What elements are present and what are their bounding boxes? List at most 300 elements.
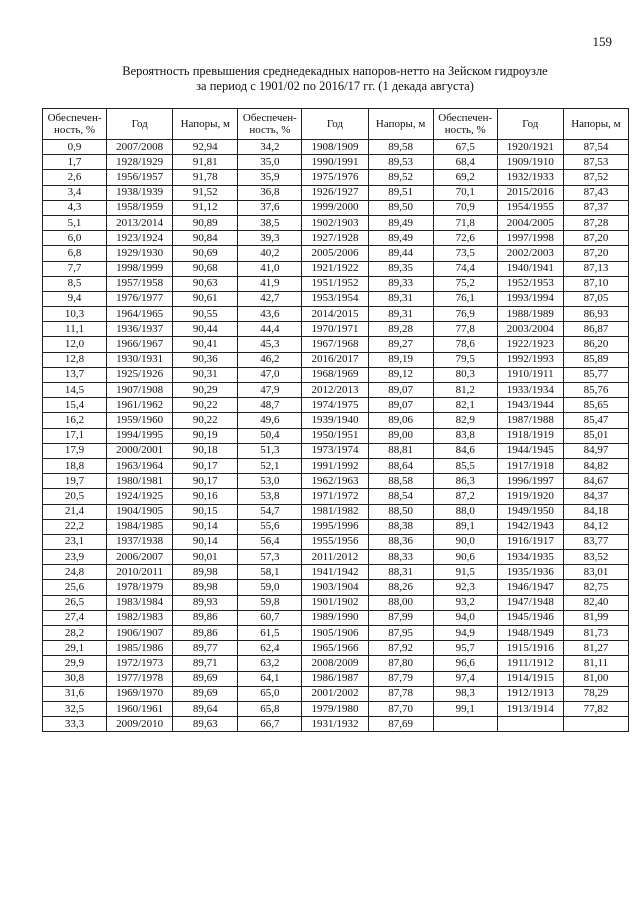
probability-cell: 90,6 [433,550,497,565]
year-cell: 1971/1972 [302,489,368,504]
head-cell: 82,40 [563,595,628,610]
year-cell: 2013/2014 [107,215,173,230]
probability-cell: 60,7 [238,610,302,625]
probability-cell: 98,3 [433,686,497,701]
head-cell: 92,94 [173,140,238,155]
head-cell: 88,81 [368,443,433,458]
probability-cell: 61,5 [238,626,302,641]
year-cell: 1941/1942 [302,565,368,580]
year-cell: 1987/1988 [497,413,563,428]
probability-cell: 0,9 [43,140,107,155]
head-cell: 89,28 [368,322,433,337]
head-cell: 89,44 [368,246,433,261]
year-cell: 1935/1936 [497,565,563,580]
head-cell: 88,31 [368,565,433,580]
year-cell: 1962/1963 [302,474,368,489]
year-cell: 1994/1995 [107,428,173,443]
head-cell: 88,64 [368,458,433,473]
head-cell: 89,86 [173,626,238,641]
head-cell: 90,41 [173,337,238,352]
head-cell: 85,77 [563,367,628,382]
probability-cell: 6,0 [43,231,107,246]
year-cell: 1957/1958 [107,276,173,291]
probability-cell: 8,5 [43,276,107,291]
year-cell: 1909/1910 [497,155,563,170]
probability-cell: 24,8 [43,565,107,580]
year-cell: 2015/2016 [497,185,563,200]
probability-cell: 26,5 [43,595,107,610]
probability-cell: 47,0 [238,367,302,382]
probability-cell: 13,7 [43,367,107,382]
head-cell: 89,49 [368,231,433,246]
year-cell: 1938/1939 [107,185,173,200]
table-row [43,246,629,261]
year-cell: 1966/1967 [107,337,173,352]
year-cell: 2011/2012 [302,550,368,565]
head-cell: 89,71 [173,656,238,671]
probability-cell: 3,4 [43,185,107,200]
title-line-2: за период с 1901/02 по 2016/17 гг. (1 декада августа) [196,79,474,93]
year-cell: 1978/1979 [107,580,173,595]
probability-cell: 4,3 [43,200,107,215]
head-cell: 77,82 [563,701,628,716]
probability-cell: 55,6 [238,519,302,534]
year-cell: 2001/2002 [302,686,368,701]
year-cell: 1965/1966 [302,641,368,656]
head-cell: 89,12 [368,367,433,382]
head-cell: 89,69 [173,671,238,686]
table-row [43,701,629,716]
table-row [43,200,629,215]
head-cell: 90,14 [173,519,238,534]
year-cell: 1974/1975 [302,398,368,413]
probability-cell: 89,1 [433,519,497,534]
year-cell: 1928/1929 [107,155,173,170]
probability-cell: 17,1 [43,428,107,443]
head-cell: 84,82 [563,458,628,473]
year-cell: 1925/1926 [107,367,173,382]
year-cell: 1926/1927 [302,185,368,200]
year-cell: 1917/1918 [497,458,563,473]
year-cell: 1933/1934 [497,383,563,398]
head-cell: 87,54 [563,140,628,155]
year-cell: 2006/2007 [107,550,173,565]
probability-cell: 41,0 [238,261,302,276]
year-cell: 1956/1957 [107,170,173,185]
head-cell: 91,12 [173,200,238,215]
probability-cell: 70,9 [433,200,497,215]
table-row [43,367,629,382]
year-cell: 2016/2017 [302,352,368,367]
probability-table [42,108,629,732]
head-cell: 78,29 [563,686,628,701]
head-cell: 90,29 [173,383,238,398]
table-row [43,580,629,595]
probability-cell: 29,1 [43,641,107,656]
probability-cell: 96,6 [433,656,497,671]
head-cell: 88,33 [368,550,433,565]
document-title [40,64,630,94]
head-cell: 89,00 [368,428,433,443]
probability-cell: 59,8 [238,595,302,610]
year-cell: 1976/1977 [107,291,173,306]
year-cell: 1901/1902 [302,595,368,610]
probability-cell: 52,1 [238,458,302,473]
probability-cell: 37,6 [238,200,302,215]
year-cell: 1914/1915 [497,671,563,686]
probability-cell: 33,3 [43,717,107,732]
table-row [43,626,629,641]
year-cell: 1977/1978 [107,671,173,686]
head-cell: 86,93 [563,307,628,322]
table-row [43,443,629,458]
probability-cell: 7,7 [43,261,107,276]
probability-cell: 70,1 [433,185,497,200]
head-cell: 87,69 [368,717,433,732]
head-cell: 81,00 [563,671,628,686]
head-cell: 89,07 [368,398,433,413]
table-row [43,398,629,413]
year-cell: 1921/1922 [302,261,368,276]
head-cell: 90,17 [173,458,238,473]
head-cell: 90,89 [173,215,238,230]
year-cell: 1993/1994 [497,291,563,306]
year-cell: 2002/2003 [497,246,563,261]
year-cell: 1920/1921 [497,140,563,155]
year-cell: 1951/1952 [302,276,368,291]
year-cell [497,717,563,732]
head-cell: 89,06 [368,413,433,428]
table-row [43,185,629,200]
year-cell: 2007/2008 [107,140,173,155]
probability-cell: 77,8 [433,322,497,337]
year-cell: 1944/1945 [497,443,563,458]
probability-cell: 65,0 [238,686,302,701]
year-cell: 2003/2004 [497,322,563,337]
table-row [43,276,629,291]
year-cell: 1960/1961 [107,701,173,716]
year-cell: 1996/1997 [497,474,563,489]
table-row [43,686,629,701]
year-cell: 1904/1905 [107,504,173,519]
probability-cell: 35,0 [238,155,302,170]
probability-cell: 20,5 [43,489,107,504]
probability-cell: 82,1 [433,398,497,413]
probability-cell: 69,2 [433,170,497,185]
head-cell: 90,19 [173,428,238,443]
header-probability: Обеспечен-ность, % [433,109,497,140]
probability-cell: 49,6 [238,413,302,428]
table-row [43,550,629,565]
probability-cell: 79,5 [433,352,497,367]
year-cell: 1902/1903 [302,215,368,230]
head-cell: 90,16 [173,489,238,504]
year-cell: 1959/1960 [107,413,173,428]
year-cell: 1922/1923 [497,337,563,352]
probability-cell: 12,8 [43,352,107,367]
probability-cell: 10,3 [43,307,107,322]
year-cell: 2009/2010 [107,717,173,732]
head-cell: 89,19 [368,352,433,367]
probability-cell: 78,6 [433,337,497,352]
table-row [43,534,629,549]
header-head: Напоры, м [173,109,238,140]
head-cell: 89,64 [173,701,238,716]
table-row [43,413,629,428]
probability-cell: 44,4 [238,322,302,337]
probability-cell: 62,4 [238,641,302,656]
year-cell: 1979/1980 [302,701,368,716]
probability-cell: 40,2 [238,246,302,261]
probability-cell: 1,7 [43,155,107,170]
table-row [43,291,629,306]
year-cell: 1999/2000 [302,200,368,215]
table-row [43,383,629,398]
year-cell: 1984/1985 [107,519,173,534]
probability-cell: 54,7 [238,504,302,519]
head-cell: 90,36 [173,352,238,367]
head-cell: 81,11 [563,656,628,671]
year-cell: 1924/1925 [107,489,173,504]
head-cell: 87,37 [563,200,628,215]
probability-cell: 15,4 [43,398,107,413]
head-cell: 87,13 [563,261,628,276]
probability-cell: 25,6 [43,580,107,595]
head-cell: 89,63 [173,717,238,732]
year-cell: 1932/1933 [497,170,563,185]
year-cell: 1908/1909 [302,140,368,155]
head-cell: 87,53 [563,155,628,170]
year-cell: 1954/1955 [497,200,563,215]
year-cell: 1918/1919 [497,428,563,443]
head-cell: 89,77 [173,641,238,656]
table-row [43,458,629,473]
head-cell: 87,79 [368,671,433,686]
probability-cell: 53,0 [238,474,302,489]
table-row [43,489,629,504]
head-cell: 83,52 [563,550,628,565]
year-cell: 1969/1970 [107,686,173,701]
year-cell: 1907/1908 [107,383,173,398]
probability-cell: 12,0 [43,337,107,352]
year-cell: 1903/1904 [302,580,368,595]
header-year: Год [107,109,173,140]
probability-cell: 73,5 [433,246,497,261]
head-cell: 90,22 [173,413,238,428]
probability-cell: 97,4 [433,671,497,686]
head-cell: 89,51 [368,185,433,200]
probability-cell: 19,7 [43,474,107,489]
head-cell: 87,80 [368,656,433,671]
probability-cell: 53,8 [238,489,302,504]
head-cell: 87,20 [563,246,628,261]
head-cell: 81,73 [563,626,628,641]
table-row [43,261,629,276]
header-head: Напоры, м [368,109,433,140]
table-row [43,215,629,230]
probability-cell: 86,3 [433,474,497,489]
probability-cell: 6,8 [43,246,107,261]
head-cell: 87,99 [368,610,433,625]
year-cell: 1963/1964 [107,458,173,473]
year-cell: 1948/1949 [497,626,563,641]
head-cell: 90,63 [173,276,238,291]
year-cell: 1912/1913 [497,686,563,701]
head-cell: 87,20 [563,231,628,246]
probability-cell: 95,7 [433,641,497,656]
probability-cell: 31,6 [43,686,107,701]
year-cell: 1913/1914 [497,701,563,716]
year-cell: 1929/1930 [107,246,173,261]
head-cell: 87,43 [563,185,628,200]
table-row [43,671,629,686]
probability-cell: 2,6 [43,170,107,185]
year-cell: 1970/1971 [302,322,368,337]
header-probability: Обеспечен-ность, % [43,109,107,140]
head-cell: 87,92 [368,641,433,656]
year-cell: 1989/1990 [302,610,368,625]
probability-cell: 92,3 [433,580,497,595]
year-cell: 1990/1991 [302,155,368,170]
year-cell: 1972/1973 [107,656,173,671]
probability-cell: 68,4 [433,155,497,170]
year-cell: 2008/2009 [302,656,368,671]
title-line-1: Вероятность превышения среднедекадных напоров-нетто на Зейском гидроузле [122,64,548,78]
year-cell: 1975/1976 [302,170,368,185]
head-cell: 85,89 [563,352,628,367]
probability-cell: 48,7 [238,398,302,413]
probability-cell: 43,6 [238,307,302,322]
year-cell: 1919/1920 [497,489,563,504]
probability-cell: 58,1 [238,565,302,580]
year-cell: 1906/1907 [107,626,173,641]
table-row [43,352,629,367]
year-cell: 1986/1987 [302,671,368,686]
head-cell: 89,33 [368,276,433,291]
table-row [43,307,629,322]
probability-cell: 16,2 [43,413,107,428]
head-cell: 89,07 [368,383,433,398]
table-row [43,565,629,580]
head-cell: 88,58 [368,474,433,489]
probability-cell: 66,7 [238,717,302,732]
head-cell: 90,68 [173,261,238,276]
year-cell: 1953/1954 [302,291,368,306]
year-cell: 1952/1953 [497,276,563,291]
probability-cell: 28,2 [43,626,107,641]
year-cell: 2010/2011 [107,565,173,580]
year-cell: 1910/1911 [497,367,563,382]
head-cell: 87,05 [563,291,628,306]
head-cell: 89,27 [368,337,433,352]
probability-cell: 84,6 [433,443,497,458]
year-cell: 1958/1959 [107,200,173,215]
head-cell: 91,78 [173,170,238,185]
probability-cell: 18,8 [43,458,107,473]
year-cell: 1985/1986 [107,641,173,656]
probability-cell: 9,4 [43,291,107,306]
probability-cell: 83,8 [433,428,497,443]
head-cell: 85,47 [563,413,628,428]
head-cell: 91,52 [173,185,238,200]
probability-cell: 75,2 [433,276,497,291]
probability-cell: 50,4 [238,428,302,443]
head-cell: 88,50 [368,504,433,519]
probability-cell: 82,9 [433,413,497,428]
probability-cell: 42,7 [238,291,302,306]
probability-cell [433,717,497,732]
table-row [43,504,629,519]
probability-cell: 22,2 [43,519,107,534]
year-cell: 1967/1968 [302,337,368,352]
probability-cell: 27,4 [43,610,107,625]
probability-cell: 34,2 [238,140,302,155]
year-cell: 1930/1931 [107,352,173,367]
year-cell: 1911/1912 [497,656,563,671]
table-row [43,337,629,352]
year-cell: 1916/1917 [497,534,563,549]
table-row [43,717,629,732]
probability-cell: 36,8 [238,185,302,200]
head-cell: 90,01 [173,550,238,565]
year-cell: 1905/1906 [302,626,368,641]
probability-cell: 14,5 [43,383,107,398]
head-cell: 82,75 [563,580,628,595]
probability-cell: 35,9 [238,170,302,185]
year-cell: 2014/2015 [302,307,368,322]
probability-cell: 71,8 [433,215,497,230]
year-cell: 2004/2005 [497,215,563,230]
head-cell [563,717,628,732]
probability-cell: 29,9 [43,656,107,671]
header-head: Напоры, м [563,109,628,140]
head-cell: 87,28 [563,215,628,230]
year-cell: 1946/1947 [497,580,563,595]
year-cell: 2012/2013 [302,383,368,398]
header-year: Год [302,109,368,140]
table-row [43,474,629,489]
head-cell: 86,20 [563,337,628,352]
year-cell: 1936/1937 [107,322,173,337]
probability-cell: 74,4 [433,261,497,276]
header-year: Год [497,109,563,140]
year-cell: 1942/1943 [497,519,563,534]
head-cell: 88,36 [368,534,433,549]
table-row [43,231,629,246]
year-cell: 1961/1962 [107,398,173,413]
probability-cell: 23,1 [43,534,107,549]
probability-cell: 38,5 [238,215,302,230]
table-row [43,610,629,625]
year-cell: 1980/1981 [107,474,173,489]
head-cell: 89,53 [368,155,433,170]
head-cell: 85,76 [563,383,628,398]
year-cell: 1992/1993 [497,352,563,367]
head-cell: 90,31 [173,367,238,382]
head-cell: 89,98 [173,565,238,580]
head-cell: 90,22 [173,398,238,413]
year-cell: 1950/1951 [302,428,368,443]
head-cell: 89,98 [173,580,238,595]
head-cell: 89,49 [368,215,433,230]
probability-cell: 23,9 [43,550,107,565]
head-cell: 90,55 [173,307,238,322]
head-cell: 83,01 [563,565,628,580]
probability-cell: 47,9 [238,383,302,398]
year-cell: 1937/1938 [107,534,173,549]
probability-cell: 59,0 [238,580,302,595]
probability-cell: 57,3 [238,550,302,565]
